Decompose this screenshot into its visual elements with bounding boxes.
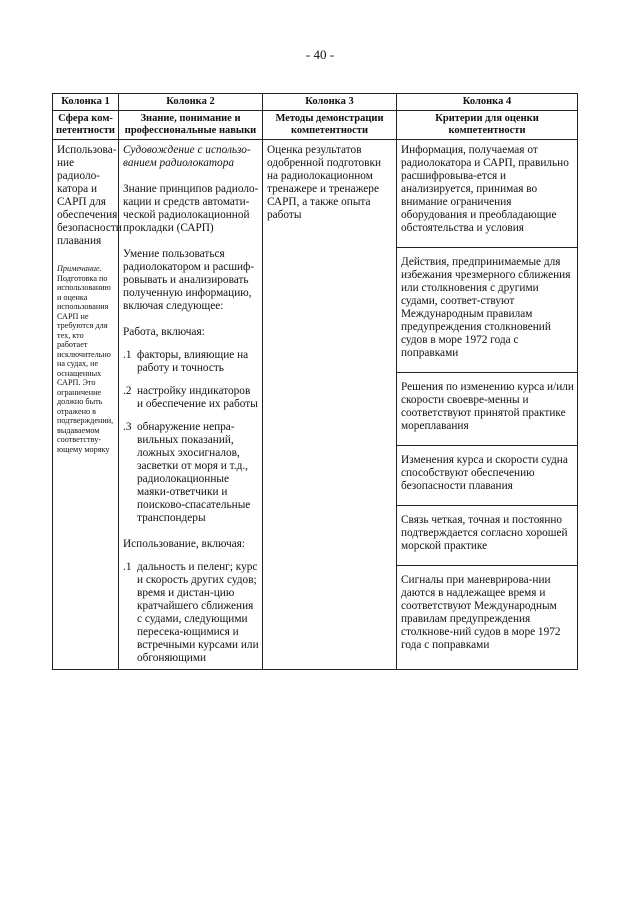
- work-list: [123, 349, 259, 525]
- knowledge-ability: Умение пользоваться радиолокатором и расшиф-ровывать и анализировать полученную информацию, включая следующее:: [123, 248, 255, 312]
- list-item-text: факторы, влияющие на работу и точность: [137, 349, 249, 374]
- criterion-item: Связь четкая, точная и постоянно подтверждается согласно хорошей морской практике: [397, 506, 577, 566]
- use-list: [123, 561, 259, 665]
- column-header-4: Колонка 4: [397, 94, 578, 111]
- list-item-number: .3: [123, 421, 132, 433]
- list-item: [123, 385, 259, 411]
- page-number: - 40 -: [305, 47, 335, 62]
- note-title: Примечание.: [57, 264, 102, 273]
- criteria-cell: [397, 140, 578, 670]
- list-item-text: настройку индикаторов и обеспечение их работы: [137, 385, 258, 410]
- knowledge-principles: Знание принципов радиоло-кации и средств автомати-ческой радиолокационной прокладки (САРП): [123, 183, 259, 234]
- competence-text: Использова-ние радиоло-катора и САРП для обеспечения безопасности плавания: [57, 144, 122, 247]
- criterion-item: Изменения курса и скорости судна способствуют обеспечению безопасности плавания: [397, 446, 577, 506]
- criterion-item: Сигналы при маневрирова-нии даются в надлежащее время и соответствуют Международным правилам предупреждения столкнове-ний судов в море 1972 года с поправками: [401, 574, 561, 651]
- list-item-number: .2: [123, 385, 132, 397]
- methods-cell: [263, 140, 397, 670]
- column-title-knowledge: Знание, понимание и профессиональные навыки: [119, 111, 263, 140]
- competence-table: [52, 93, 578, 670]
- knowledge-cell: [119, 140, 263, 670]
- column-header-1: Колонка 1: [53, 94, 119, 111]
- competence-cell: [53, 140, 122, 670]
- note-text: Подготовка по использованию и оценка использования САРП не требуются для тех, кто работает исключительно на судах, не оснащенных САРП. Это ограничение должно быть отражено в подтверждении, выдаваемом соответству-ющему моряку: [57, 273, 114, 454]
- column-title-methods: Методы демонстрации компетентности: [263, 111, 397, 140]
- column-title-row: [53, 111, 578, 140]
- column-header-row: [53, 94, 578, 111]
- methods-text: Оценка результатов одобренной подготовки на радиолокационном тренажере и тренажере САРП, а также опыта работы: [267, 144, 382, 221]
- column-title-competence: Сфера ком-петентности: [53, 111, 119, 140]
- work-title: Работа, включая:: [123, 326, 205, 338]
- criterion-item: Действия, предпринимаемые для избежания чрезмерного сближения или столкновения с другими судами, соответ-ствуют Международным правилам предупреждения столкновений судов в море 1972 года с поправками: [397, 248, 577, 373]
- list-item-number: .1: [123, 349, 132, 361]
- knowledge-heading: Судовождение с использо-ванием радиолокатора: [123, 144, 251, 169]
- list-item: [123, 421, 259, 525]
- column-header-2: Колонка 2: [119, 94, 263, 111]
- list-item-number: .1: [123, 561, 132, 573]
- table-row: [53, 140, 578, 670]
- list-item: [123, 349, 259, 375]
- column-title-criteria: Критерии для оценки компетентности: [397, 111, 578, 140]
- criterion-item: Информация, получаемая от радиолокатора и САРП, правильно расшифровыва-ется и анализируется, принимая во внимание ограничения оборудования и преобладающие обстоятельства и условия: [397, 144, 577, 248]
- criterion-item: Решения по изменению курса и/или скорости своевре-менны и соответствуют принятой практике мореплавания: [397, 373, 577, 446]
- use-title: Использование, включая:: [123, 538, 246, 550]
- list-item-text: дальность и пеленг; курс и скорость других судов; время и дистан-цию кратчайшего сближения с судами, следующими пересека-ющимися и встречными курсами или обгоняющими: [137, 561, 259, 664]
- column-header-3: Колонка 3: [263, 94, 397, 111]
- list-item: [123, 561, 259, 665]
- list-item-text: обнаружение непра-вильных показаний, ложных эхосигналов, засветки от моря и т.д., радиолокационные маяки-ответчики и поисково-спасательные транспондеры: [137, 421, 251, 524]
